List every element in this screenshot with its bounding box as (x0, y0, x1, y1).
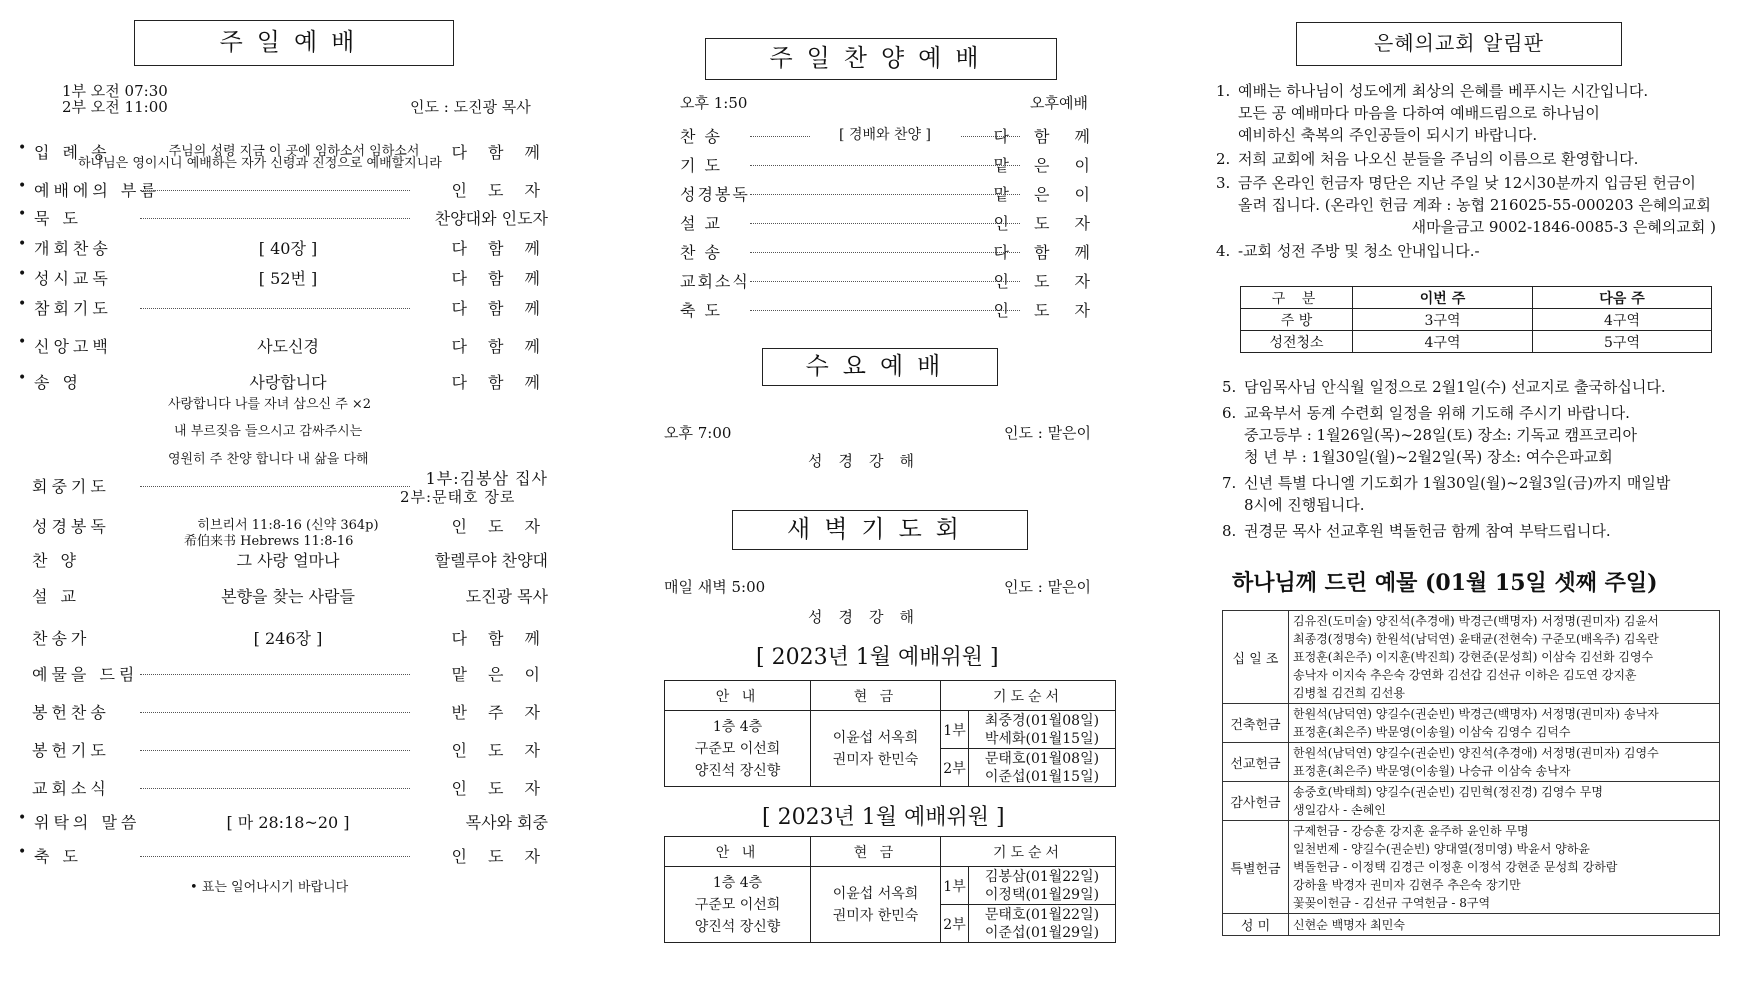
committee-table (664, 680, 1116, 787)
notice-line: -교회 성전 주방 및 청소 안내입니다.- (1238, 242, 1480, 260)
prayer-names (969, 711, 1116, 749)
offering-line: 김병철 김건희 김선용 (1293, 686, 1405, 700)
notice-item (1216, 240, 1716, 262)
prayer-part: 2부 (941, 905, 969, 943)
notice-number: 2. (1216, 150, 1231, 168)
committee-title-1: [ 2023년 1월 예배위원 ] (756, 645, 999, 670)
committee-table-2 (664, 836, 1116, 943)
worship-row (18, 548, 548, 572)
offering-table (1222, 610, 1720, 936)
committee-header: 안 내 (665, 681, 811, 711)
worship-label: 성시교독 (34, 269, 112, 288)
song-line: 내 부르짖음 들으시고 감싸주시는 (174, 424, 363, 439)
prayer-name: 문태호(01월22일) (984, 906, 1100, 923)
praise-row (680, 298, 1100, 322)
guide-line: 1층 4층 (712, 874, 763, 891)
offering-category: 감사헌금 (1223, 782, 1289, 821)
offering-line: 생일감사 - 손혜인 (1293, 803, 1386, 817)
notice-number: 8. (1222, 522, 1237, 540)
notice-line: 청 년 부 : 1월30일(월)~2월2일(목) 장소: 여수은파교회 (1244, 448, 1613, 466)
worship-row (18, 738, 548, 762)
offering-row (1223, 914, 1720, 936)
praise-row (680, 269, 1100, 293)
worship-performer: 다 함 께 (451, 337, 548, 356)
committee-title-2: [ 2023년 1월 예배위원 ] (762, 805, 1005, 830)
prayer-name: 이준섭(01월15일) (984, 768, 1100, 785)
guide-cell (665, 711, 811, 787)
worship-performer: 인 도 자 (451, 741, 548, 760)
notice-line: 신년 특별 다니엘 기도회가 1월30일(월)~2월3일(금)까지 매일밤 (1244, 474, 1671, 492)
leader-dots (140, 218, 410, 219)
wednesday-content: 성경강해 (808, 452, 930, 470)
worship-detail: 사랑합니다 (249, 373, 327, 392)
notice-item (1216, 172, 1716, 238)
praise-row (680, 240, 1100, 264)
notice-line: 예배는 하나님이 성도에게 최상의 은혜를 베푸시는 시간입니다. (1238, 82, 1649, 100)
leader-dots (140, 788, 410, 789)
stand-bullet: • (18, 370, 27, 386)
committee-header: 기도순서 (941, 681, 1116, 711)
worship-performer: 맡 은 이 (451, 665, 548, 684)
worship-label: 찬송가 (32, 629, 91, 648)
praise-performer: 인 도 자 (993, 301, 1100, 320)
offering-row (1223, 611, 1720, 704)
notice-number: 5. (1222, 378, 1237, 396)
prayer-name: 이준섭(01월29일) (984, 924, 1100, 941)
worship-row (18, 334, 548, 358)
leader-dots (750, 281, 1020, 282)
notice-line: 금주 온라인 헌금자 명단은 지난 주일 낮 12시30분까지 입금된 헌금이 (1238, 174, 1696, 192)
offering-line: 표정훈(최은주) 박문영(이송월) 이삼숙 김영수 김덕수 (1293, 725, 1571, 739)
wednesday-time: 오후 7:00 (664, 424, 732, 442)
offering-line: 김유진(도미술) 양진석(추경애) 박경근(백명자) 서정명(권미자) 김윤서 (1293, 614, 1659, 628)
leader-dots (750, 165, 1020, 166)
schedule-cell: 성전청소 (1241, 331, 1353, 353)
worship-performer: 다 함 께 (451, 629, 548, 648)
worship-row (18, 206, 548, 230)
schedule-cell: 주 방 (1241, 309, 1353, 331)
praise-row (680, 211, 1100, 235)
worship-detail: 히브리서 11:8-16 (신약 364p) (197, 518, 379, 533)
leader-dots (140, 674, 410, 675)
guide-cell (665, 867, 811, 943)
worship-label: 송 영 (34, 373, 82, 392)
worship-label: 설 교 (32, 587, 80, 606)
offering-line: 꽃꽂이헌금 - 김선규 구역헌금 - 8구역 (1293, 896, 1491, 910)
scripture-chinese-english: 希伯来书 Hebrews 11:8-16 (184, 534, 354, 549)
worship-detail: 본향을 찾는 사람들 (221, 587, 355, 606)
worship-label: 교회소식 (32, 779, 110, 798)
notice-line: 모든 공 예배마다 마음을 다하여 예배드림으로 하나님이 (1238, 104, 1600, 122)
worship-performer: 인 도 자 (451, 847, 548, 866)
notice-line: 예비하신 축복의 주인공들이 되시기 바랍니다. (1238, 126, 1538, 144)
offering-title: 하나님께 드린 예물 (01월 15일 셋째 주일) (1232, 570, 1658, 596)
praise-performer: 인 도 자 (993, 214, 1100, 233)
schedule-cell: 3구역 (1353, 309, 1533, 331)
notice-item (1222, 472, 1722, 516)
praise-label: 기 도 (680, 156, 722, 175)
leader-dots (140, 308, 410, 309)
offering-row (1223, 743, 1720, 782)
praise-performer: 맡 은 이 (993, 156, 1100, 175)
offering-category: 건축헌금 (1223, 704, 1289, 743)
worship-performer: 1부:김봉삼 집사 (425, 469, 548, 488)
worship-detail: 사도신경 (257, 337, 319, 356)
worship-row (18, 776, 548, 800)
offering-names (1289, 782, 1720, 821)
leader-dots (140, 190, 410, 191)
offering-line: 신현순 백명자 최민숙 (1293, 917, 1405, 932)
guide-line: 구준모 이선희 (694, 740, 781, 757)
offering-line: 권미자 한민숙 (832, 907, 919, 924)
stand-bullet: • (18, 236, 27, 252)
dawn-prayer-title: 새벽기도회 (732, 510, 1028, 550)
prayer-names (969, 867, 1116, 905)
worship-label: 예물을 드림 (32, 665, 139, 684)
worship-label: 회중기도 (32, 477, 110, 496)
stand-bullet: • (18, 296, 27, 312)
guide-line: 1층 4층 (712, 718, 763, 735)
cleaning-schedule-table (1240, 286, 1712, 353)
committee-table-1 (664, 680, 1116, 787)
schedule-header: 이번 주 (1353, 287, 1533, 309)
prayer-name: 박세화(01월15일) (984, 730, 1100, 747)
worship-performer: 다 함 께 (451, 269, 548, 288)
worship-row (18, 178, 548, 202)
notice-line: 새마을금고 9002-1846-0085-3 은혜의교회 ) (1411, 218, 1716, 236)
worship-label: 봉헌찬송 (32, 703, 110, 722)
offering-line: 강하율 박경자 권미자 김현주 추은숙 장기만 (1293, 878, 1521, 892)
stand-bullet: • (18, 206, 27, 222)
notice-item (1222, 376, 1722, 398)
offering-names (1289, 914, 1720, 936)
offering-cell (811, 867, 941, 943)
praise-service-title: 주일찬양예배 (705, 38, 1057, 80)
worship-label: 성경봉독 (32, 517, 110, 536)
praise-performer: 맡 은 이 (993, 185, 1100, 204)
wednesday-leader: 인도 : 맡은이 (1004, 424, 1092, 442)
offering-line: 구제헌금 - 강승훈 강지훈 윤주하 윤인하 무명 (1293, 824, 1529, 838)
notice-line: 교육부서 동계 수련회 일정을 위해 기도해 주시기 바랍니다. (1244, 404, 1630, 422)
leader-dots (140, 712, 410, 713)
offering-line: 이윤섭 서옥희 (832, 885, 919, 902)
schedule-cell: 4구역 (1353, 331, 1533, 353)
prayer-name: 이정택(01월29일) (984, 886, 1100, 903)
offering-line: 표정훈(최은주) 이지훈(박진희) 강현준(문성희) 이삼숙 김선화 김영수 (1293, 650, 1654, 664)
praise-performer: 다 함 께 (993, 243, 1100, 262)
stand-bullet: • (18, 334, 27, 350)
notice-line: 권경문 목사 선교후원 벽돌헌금 함께 참여 부탁드립니다. (1244, 522, 1611, 540)
leader-dots (140, 486, 410, 487)
worship-detail: 주님의 성령 지금 이 곳에 임하소서 임하소서 (168, 144, 420, 159)
worship-row (18, 266, 548, 290)
service-time-1: 1부 오전 07:30 (62, 82, 168, 100)
worship-performer: 다 함 께 (451, 373, 548, 392)
guide-line: 구준모 이선희 (694, 896, 781, 913)
sunday-service-title: 주일예배 (134, 20, 454, 66)
praise-label: 찬 송 (680, 243, 722, 262)
prayer-part: 1부 (941, 867, 969, 905)
service-time-2: 2부 오전 11:00 (62, 98, 168, 116)
offering-names (1289, 704, 1720, 743)
notice-item (1216, 148, 1716, 170)
standing-footnote: • 표는 일어나시기 바랍니다 (190, 880, 349, 895)
notice-number: 4. (1216, 242, 1231, 260)
worship-label: 예배에의 부름 (34, 181, 160, 200)
committee-header: 현 금 (811, 837, 941, 867)
stand-bullet: • (18, 844, 27, 860)
offering-row (1223, 704, 1720, 743)
offering-cell (811, 711, 941, 787)
praise-row (680, 182, 1100, 206)
congregational-prayer-part2: 2부:문태호 장로 (400, 488, 516, 506)
offering-row (1223, 821, 1720, 914)
offering-line: 이윤섭 서옥희 (832, 729, 919, 746)
offering-line: 일천번제 - 양길수(권순빈) 양대열(정미영) 박윤서 양하윤 (1293, 842, 1590, 856)
offering-line: 한원석(남덕연) 양길수(권순빈) 박경근(백명자) 서정명(권미자) 송낙자 (1293, 707, 1659, 721)
worship-row (18, 662, 548, 686)
dawn-leader: 인도 : 맡은이 (1004, 578, 1092, 596)
worship-label: 묵 도 (34, 209, 82, 228)
worship-performer: 할렐루야 찬양대 (434, 551, 548, 570)
offering-names (1289, 821, 1720, 914)
praise-label: 설 교 (680, 214, 722, 233)
notice-item (1222, 402, 1722, 468)
dawn-time: 매일 새벽 5:00 (664, 578, 766, 596)
committee-header: 기도순서 (941, 837, 1116, 867)
praise-time: 오후 1:50 (680, 94, 748, 112)
worship-label: 위탁의 말씀 (34, 813, 141, 832)
praise-label: 교회소식 (680, 272, 750, 291)
worship-row (18, 810, 548, 834)
prayer-name: 최중경(01월08일) (984, 712, 1100, 729)
praise-label: 축 도 (680, 301, 722, 320)
leader-dots (140, 750, 410, 751)
schedule-cell: 5구역 (1533, 331, 1712, 353)
schedule-header: 구 분 (1241, 287, 1353, 309)
worship-performer: 다 함 께 (451, 239, 548, 258)
praise-label: 찬 송 (680, 127, 722, 146)
worship-detail: 그 사랑 얼마나 (236, 551, 340, 570)
praise-performer: 인 도 자 (993, 272, 1100, 291)
stand-bullet: • (18, 266, 27, 282)
offering-category: 특별헌금 (1223, 821, 1289, 914)
worship-detail: [ 246장 ] (253, 629, 323, 648)
worship-performer: 다 함 께 (451, 143, 548, 162)
notice-item (1216, 80, 1716, 146)
wednesday-service-title: 수요예배 (762, 348, 998, 386)
schedule-header: 다음 주 (1533, 287, 1712, 309)
offering-line: 송중호(박태희) 양길수(권순빈) 김민혁(정진경) 김영수 무명 (1293, 785, 1603, 799)
worship-performer: 인 도 자 (451, 779, 548, 798)
notice-line: 담임목사님 안식월 일정으로 2월1일(수) 선교지로 출국하십니다. (1244, 378, 1666, 396)
offering-names (1289, 611, 1720, 704)
praise-label: 성경봉독 (680, 185, 750, 204)
notices-group-2 (1222, 376, 1722, 546)
praise-detail: [ 경배와 찬양 ] (810, 124, 960, 144)
notice-item (1222, 520, 1722, 542)
leader-dots (750, 194, 1020, 195)
notices-group-1 (1216, 80, 1716, 264)
notice-line: 저희 교회에 처음 나오신 분들을 주님의 이름으로 환영합니다. (1238, 150, 1639, 168)
worship-row (18, 844, 548, 868)
worship-label: 참회기도 (34, 299, 112, 318)
worship-performer: 도진광 목사 (465, 587, 548, 606)
worship-performer: 반 주 자 (451, 703, 548, 722)
notice-number: 6. (1222, 404, 1237, 422)
prayer-part: 2부 (941, 749, 969, 787)
worship-row (18, 236, 548, 260)
notice-number: 3. (1216, 174, 1231, 192)
offering-category: 성 미 (1223, 914, 1289, 936)
committee-header: 안 내 (665, 837, 811, 867)
prayer-part: 1부 (941, 711, 969, 749)
song-line: 영원히 주 찬양 합니다 내 삶을 다해 (168, 452, 369, 467)
worship-performer: 다 함 께 (451, 299, 548, 318)
leader-dots (140, 856, 410, 857)
offering-names (1289, 743, 1720, 782)
offering-line: 권미자 한민숙 (832, 751, 919, 768)
worship-label: 찬 양 (32, 551, 80, 570)
prayer-names (969, 905, 1116, 943)
offering-line: 최종경(정명숙) 한원석(남덕연) 윤태균(전현숙) 구준모(배옥주) 김옥란 (1293, 632, 1659, 646)
praise-row (680, 153, 1100, 177)
worship-label: 봉헌기도 (32, 741, 110, 760)
offering-row (1223, 782, 1720, 821)
praise-performer: 다 함 께 (993, 127, 1100, 146)
worship-label: 입 례 송 (34, 143, 111, 162)
guide-line: 양진석 장신향 (694, 762, 781, 779)
worship-row (18, 584, 548, 608)
offering-line: 한원석(남덕연) 양길수(권순빈) 양진석(추경애) 서정명(권미자) 김영수 (1293, 746, 1659, 760)
offering-category: 십 일 조 (1223, 611, 1289, 704)
worship-row (18, 370, 548, 394)
prayer-name: 문태호(01월08일) (984, 750, 1100, 767)
offering-line: 표정훈(최은주) 박문영(이송월) 나승규 이삼숙 송낙자 (1293, 764, 1571, 778)
leader-dots (750, 223, 1020, 224)
worship-performer: 목사와 회중 (465, 813, 548, 832)
worship-performer: 인 도 자 (451, 181, 548, 200)
worship-row (18, 296, 548, 320)
worship-row (18, 626, 548, 650)
prayer-name: 김봉삼(01월22일) (984, 868, 1100, 885)
stand-bullet: • (18, 140, 27, 156)
worship-performer: 찬양대와 인도자 (434, 209, 548, 228)
prayer-names (969, 749, 1116, 787)
worship-label: 신앙고백 (34, 337, 112, 356)
service-leader: 인도 : 도진광 목사 (410, 98, 531, 116)
praise-tag: 오후예배 (1030, 94, 1088, 112)
notice-board-title: 은혜의교회 알림판 (1296, 22, 1622, 66)
schedule-cell: 4구역 (1533, 309, 1712, 331)
entrance-song-line2: 하나님은 영이시니 예배하는 자가 신령과 진정으로 예배할지니라 (78, 156, 442, 171)
committee-table (664, 836, 1116, 943)
song-line: 사랑합니다 나를 자녀 삼으신 주 ×2 (168, 397, 372, 412)
worship-label: 축 도 (34, 847, 82, 866)
offering-line: 벽돌헌금 - 이정택 김경근 이정훈 이정석 강현준 문성희 강하람 (1293, 860, 1618, 874)
worship-detail: [ 52번 ] (258, 269, 318, 288)
notice-number: 1. (1216, 82, 1231, 100)
worship-performer: 인 도 자 (451, 517, 548, 536)
notice-number: 7. (1222, 474, 1237, 492)
notice-line: 8시에 진행됩니다. (1244, 496, 1365, 514)
leader-dots (750, 252, 1020, 253)
worship-row (18, 700, 548, 724)
dawn-content: 성경강해 (808, 608, 930, 626)
committee-header: 현 금 (811, 681, 941, 711)
stand-bullet: • (18, 178, 27, 194)
worship-detail: [ 마 28:18~20 ] (226, 813, 350, 832)
guide-line: 양진석 장신향 (694, 918, 781, 935)
notice-line: 올려 집니다. (온라인 헌금 계좌 : 농협 216025-55-000203 은혜의교회 (1238, 196, 1711, 214)
praise-row (680, 124, 1100, 148)
offering-line: 송낙자 이지숙 추은숙 강연화 김선갑 김선규 이하은 김도연 강지훈 (1293, 668, 1637, 682)
stand-bullet: • (18, 810, 27, 826)
leader-dots (750, 310, 1020, 311)
worship-label: 개회찬송 (34, 239, 112, 258)
worship-detail: [ 40장 ] (258, 239, 318, 258)
notice-line: 중고등부 : 1월26일(목)~28일(토) 장소: 기독교 캠프코리아 (1244, 426, 1637, 444)
offering-category: 선교헌금 (1223, 743, 1289, 782)
